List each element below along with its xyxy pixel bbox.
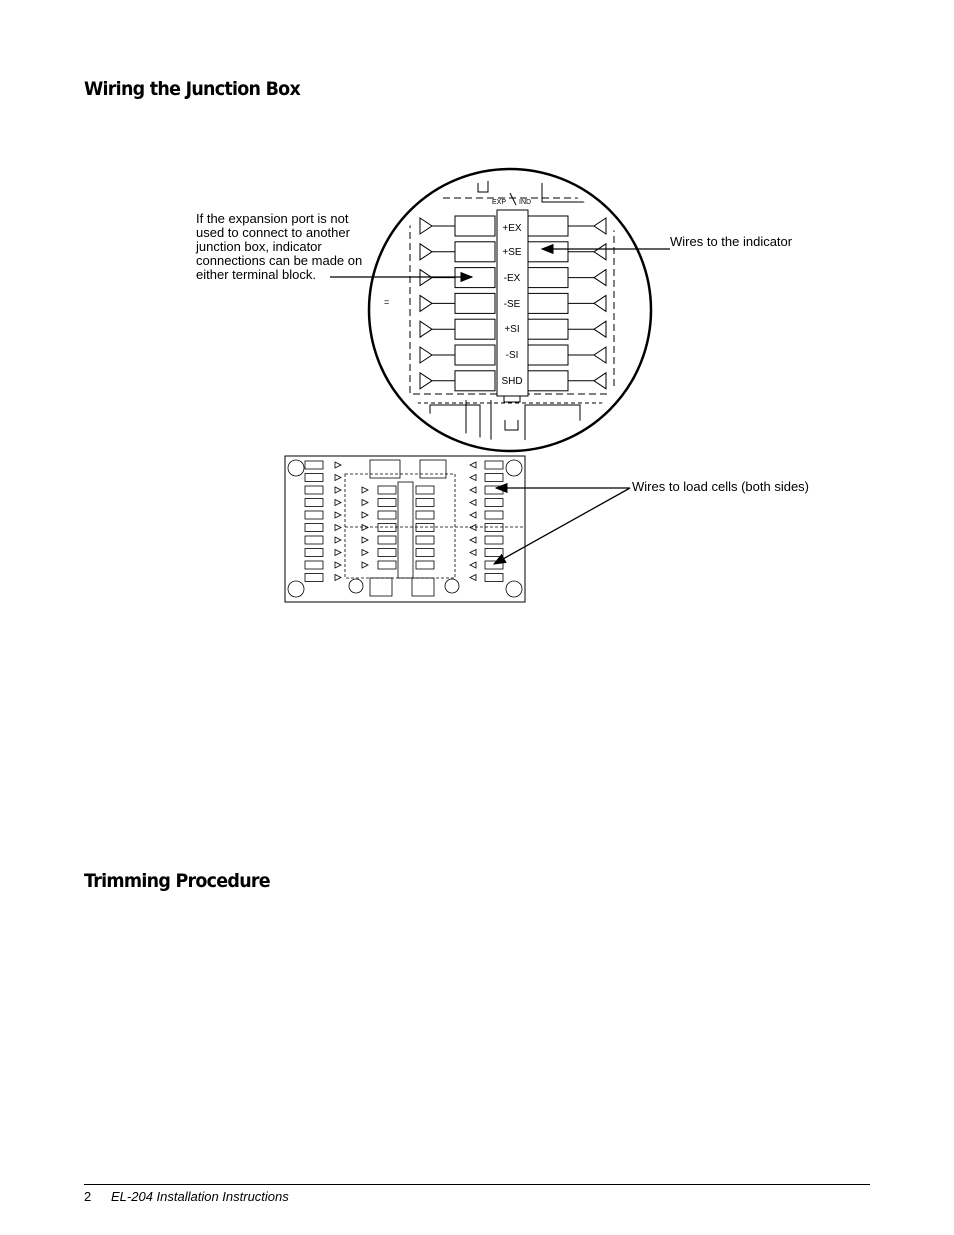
terminal-label: -SE: [503, 299, 521, 310]
note-line: either terminal block.: [196, 267, 316, 282]
note-line: connections can be made on: [196, 253, 363, 268]
indicator-wires-label: Wires to the indicator: [670, 234, 793, 249]
magnified-terminal-view: [369, 160, 651, 451]
footer-divider: [84, 1184, 870, 1185]
terminal-label: +EX: [502, 223, 522, 234]
section-heading-trimming: Trimming Procedure: [84, 870, 270, 892]
page-number: 2: [84, 1189, 92, 1204]
terminal-label: -SI: [505, 350, 519, 361]
document-title: EL-204 Installation Instructions: [111, 1189, 289, 1204]
note-line: junction box, indicator: [196, 239, 322, 254]
note-line: If the expansion port is not: [196, 211, 349, 226]
note-line: used to connect to another: [196, 225, 350, 240]
terminal-label: +SI: [504, 324, 520, 335]
load-cell-wires-label: Wires to load cells (both sides): [632, 479, 810, 494]
junction-board-overview: [285, 456, 525, 602]
svg-text:=: =: [384, 297, 390, 307]
exp-label: EXP: [492, 199, 507, 206]
ind-label: IND: [519, 199, 532, 206]
terminal-label: SHD: [501, 376, 523, 387]
section-heading-wiring: Wiring the Junction Box: [84, 78, 300, 100]
terminal-label: +SE: [502, 247, 522, 258]
terminal-label: -EX: [503, 273, 521, 284]
